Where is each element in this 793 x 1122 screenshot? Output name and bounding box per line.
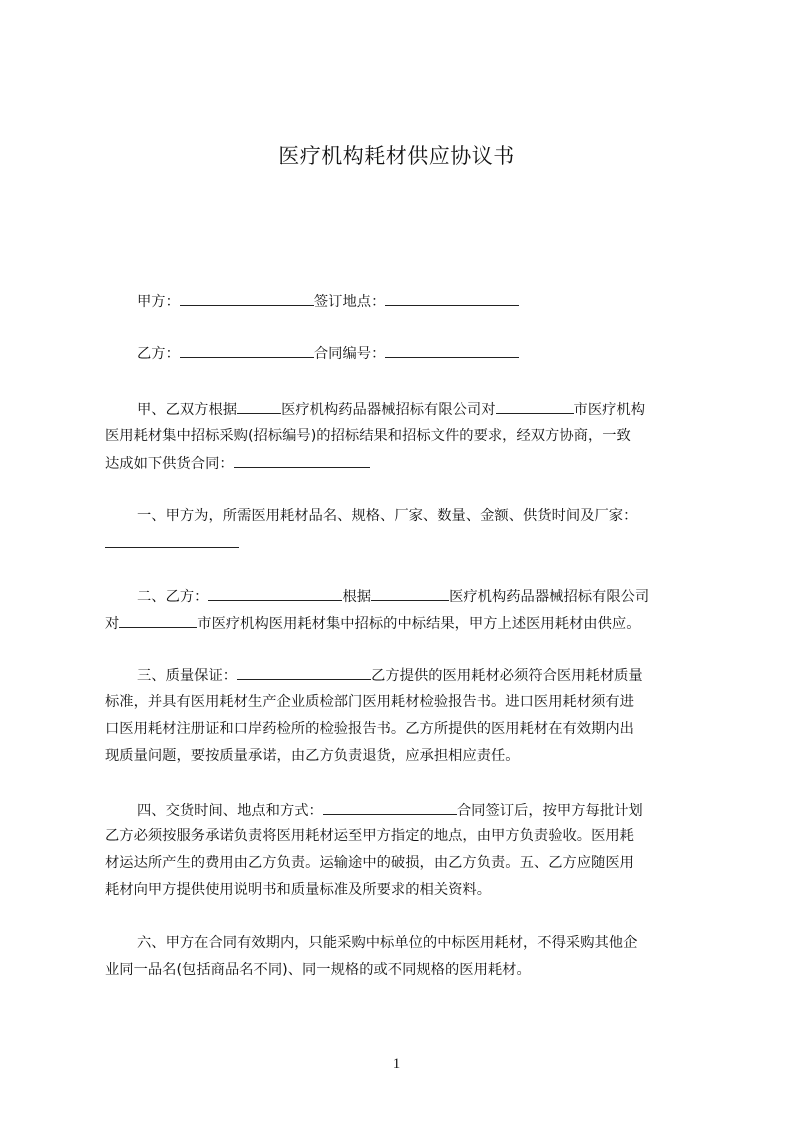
clause3-line-3: 口医用耗材注册证和口岸药检所的检验报告书。乙方所提供的医用耗材在有效期内出	[105, 721, 634, 737]
intro-blank-3	[234, 453, 370, 468]
clause4-line-4: 耗材向甲方提供使用说明书和质量标准及所要求的相关资料。	[105, 882, 492, 898]
clause6-line-1: 六、甲方在合同有效期内，只能采购中标单位的中标医用耗材，不得采购其他企	[137, 935, 638, 951]
intro-line-3: 达成如下供货合同：	[105, 453, 705, 474]
page-number: 1	[392, 1056, 401, 1072]
document-title: 医疗机构耗材供应协议书	[278, 144, 515, 168]
clause1-line-1: 一、甲方为，所需医用耗材品名、规格、厂家、数量、金额、供货时间及厂家：	[137, 508, 638, 524]
clause4-line-1: 四、交货时间、地点和方式： 合同签订后，按甲方每批计划	[137, 800, 705, 821]
party-b-blank	[180, 343, 314, 358]
clause4-blank	[323, 800, 457, 815]
intro-blank-1	[237, 399, 281, 414]
clause2-blank-1	[208, 586, 342, 601]
clause3-line-1: 三、质量保证： 乙方提供的医用耗材必须符合医用耗材质量	[137, 665, 705, 686]
party-a-label: 甲方：	[137, 294, 180, 310]
clause3-blank	[237, 665, 371, 680]
clause2-line-2: 对 市医疗机构医用耗材集中招标的中标结果，甲方上述医用耗材由供应。	[105, 613, 705, 634]
intro-line-2: 医用耗材集中招标采购(招标编号)的招标结果和招标文件的要求，经双方协商，一致	[105, 428, 631, 444]
clause4-line-2: 乙方必须按服务承诺负责将医用耗材运至甲方指定的地点，由甲方负责验收。医用耗	[105, 828, 634, 844]
party-a-blank	[180, 291, 314, 306]
party-b-row	[137, 343, 705, 364]
contract-no-label: 合同编号：	[313, 346, 386, 362]
intro-line-1: 甲、乙双方根据 医疗机构药品器械招标有限公司对 市医疗机构	[137, 399, 705, 420]
clause1-line-2	[105, 533, 705, 554]
sign-place-blank	[385, 291, 519, 306]
clause6-line-2: 业同一品名(包括商品名不同)、同一规格的或不同规格的医用耗材。	[105, 962, 531, 978]
sign-place-label: 签订地点：	[313, 294, 386, 310]
party-b-label: 乙方：	[137, 346, 180, 362]
contract-no-blank	[385, 343, 519, 358]
clause4-line-3: 材运达所产生的费用由乙方负责。运输途中的破损，由乙方负责。五、乙方应随医用	[105, 855, 634, 871]
clause3-line-4: 现质量问题，要按质量承诺，由乙方负责退货，应承担相应责任。	[105, 748, 520, 764]
clause2-blank-3	[119, 613, 197, 628]
clause2-blank-2	[371, 586, 449, 601]
clause1-blank	[105, 533, 239, 548]
clause2-line-1: 二、乙方： 根据 医疗机构药品器械招标有限公司	[137, 586, 705, 607]
intro-blank-2	[496, 399, 574, 414]
clause3-line-2: 标准，并具有医用耗材生产企业质检部门医用耗材检验报告书。进口医用耗材须有进	[105, 694, 634, 710]
party-a-row	[137, 291, 705, 312]
